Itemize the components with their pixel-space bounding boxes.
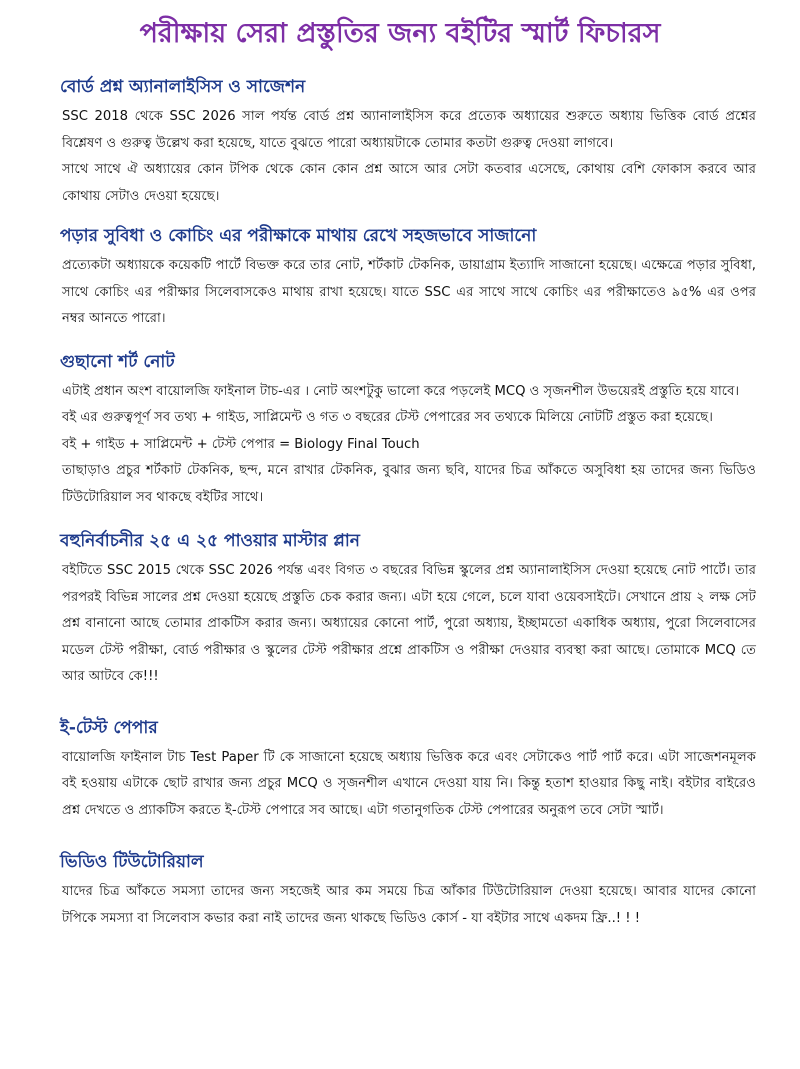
section-paragraph: বইটিতে SSC 2015 থেকে SSC 2026 পর্যন্ত এবং বিগত ৩ বছরের বিভিন্ন স্কুলের প্রশ্ন অ্যানালাইসিস দেওয়া হয়েছে নোট পার্টে। তার পরপরই বিভিন্ন সালের প্রশ্ন দেওয়া হয়েছে প্রস্তুতি চেক করার জন্য। এটা হয়ে গেলে, চলে যাবা ওয়েবসাইটে। সেখানে প্রায় ২ লক্ষ সেট প্রশ্ন বানানো আছে তোমার প্রাকটিস করার জন্য। অধ্যায়ের কোনো পার্ট, পুরো অধ্যায়, ইচ্ছামতো একাধিক অধ্যায়, পুরো সিলেবাসের মডেল টেস্ট পরীক্ষা, বোর্ড পরীক্ষার ও স্কুলের টেস্ট পরীক্ষার প্রশ্নে প্রাকটিস ও পরীক্ষা দেওয়ার ব্যবস্থা করা আছে। তোমাকে MCQ তে আর আটবে কে!!!: [62, 563, 756, 684]
section-heading: ভিডিও টিউটোরিয়াল: [60, 852, 204, 872]
section-paragraph: বই + গাইড + সাপ্লিমেন্ট + টেস্ট পেপার = Biology Final Touch: [62, 436, 420, 452]
section-paragraph: সাথে সাথে ঐ অধ্যায়ের কোন টপিক থেকে কোন কোন প্রশ্ন আসে আর সেটা কতবার এসেছে, কোথায় বেশি ফোকাস করবে আর কোথায় সেটাও দেওয়া হয়েছে।: [62, 162, 756, 204]
section-heading: ই-টেস্ট পেপার: [60, 717, 158, 738]
section-paragraph: বায়োলজি ফাইনাল টাচ Test Paper টি কে সাজানো হয়েছে অধ্যায় ভিত্তিক করে এবং সেটাকেও পার্ট পার্ট করে। এটা সাজেশনমূলক বই হওয়ায় এটাকে ছোট রাখার জন্য প্রচুর MCQ ও সৃজনশীল এখানে দেওয়া যায় নি। কিন্তু হতাশ হাওয়ার কিছু নাই। বইটার বাইরেও প্রশ্ন দেখতে ও প্র্যাকটিস করতে ই-টেস্ট পেপারে সব আছে। এটা গতানুগতিক টেস্ট পেপারের অনুরূপ তবে সেটা স্মার্ট।: [62, 749, 756, 818]
page-title: পরীক্ষায় সেরা প্রস্তুতির জন্য বইটির স্মার্ট ফিচারস: [139, 18, 661, 49]
section-e-test-paper: [62, 715, 756, 825]
section-paragraph: তাছাড়াও প্রচুর শর্টকাট টেকনিক, ছন্দ, মনে রাখার টেকনিক, বুঝার জন্য ছবি, যাদের চিত্র আঁকতে অসুবিধা হয় তাদের জন্য ভিডিও টিউটোরিয়াল সব থাকছে বইটির সাথে।: [62, 463, 756, 505]
section-paragraph: SSC 2018 থেকে SSC 2026 সাল পর্যন্ত বোর্ড প্রশ্ন অ্যানালাইসিস করে প্রত্যেক অধ্যায়ের শুরুতে অধ্যায় ভিত্তিক বোর্ড প্রশ্নের বিশ্লেষণ ও গুরুত্ব উল্লেখ করা হয়েছে, যাতে বুঝতে পারো অধ্যায়টাকে তোমার কতটা গুরুত্ব দেওয়া লাগবে।: [62, 109, 756, 151]
section-heading: বোর্ড প্রশ্ন অ্যানালাইসিস ও সাজেশন: [60, 77, 306, 97]
section-paragraph: প্রত্যেকটা অধ্যায়কে কয়েকটি পার্টে বিভক্ত করে তার নোট, শর্টকাট টেকনিক, ডায়াগ্রাম ইত্যাদি সাজানো হয়েছে। এক্ষেত্রে পড়ার সুবিধা, সাথে কোচিং এর পরীক্ষার সিলেবাসকেও মাথায় রাখা হয়েছে। যাতে SSC এর সাথে সাথে কোচিং এর পরীক্ষাতেও ৯৫% এর ওপর নম্বর আনতে পারো।: [62, 258, 756, 326]
section-paragraph: এটাই প্রধান অংশ বায়োলজি ফাইনাল টাচ-এর । নোট অংশটুকু ভালো করে পড়লেই MCQ ও সৃজনশীল উভয়েরই প্রস্তুতি হয়ে যাবে।: [62, 383, 740, 399]
section-easy-arrangement: [62, 223, 756, 333]
section-paragraph: বই এর গুরুত্বপূর্ণ সব তথ্য + গাইড, সাপ্লিমেন্ট ও গত ৩ বছরের টেস্ট পেপারের সব তথ্যকে মিলিয়ে নোটটি প্রস্তুত করা হয়েছে।: [62, 410, 714, 425]
section-heading: বহুনির্বাচনীর ২৫ এ ২৫ পাওয়ার মাস্টার প্লান: [60, 531, 360, 551]
section-heading: পড়ার সুবিধা ও কোচিং এর পরীক্ষাকে মাথায় রেখে সহজভাবে সাজানো: [60, 226, 537, 246]
section-board-analysis: [62, 74, 756, 210]
section-mcq-master-plan: [62, 528, 756, 691]
section-heading: গুছানো শর্ট নোট: [60, 351, 175, 372]
section-paragraph: যাদের চিত্র আঁকতে সমস্যা তাদের জন্য সহজেই আর কম সময়ে চিত্র আঁকার টিউটোরিয়াল দেওয়া হয়েছে। আবার যাদের কোনো টপিকে সমস্যা বা সিলেবাস কভার করা নাই তাদের জন্য থাকছে ভিডিও কোর্স - যা বইটার সাথে একদম ফ্রি..! ! !: [62, 884, 756, 926]
section-video-tutorial: [62, 849, 756, 932]
section-short-note: [62, 349, 756, 512]
